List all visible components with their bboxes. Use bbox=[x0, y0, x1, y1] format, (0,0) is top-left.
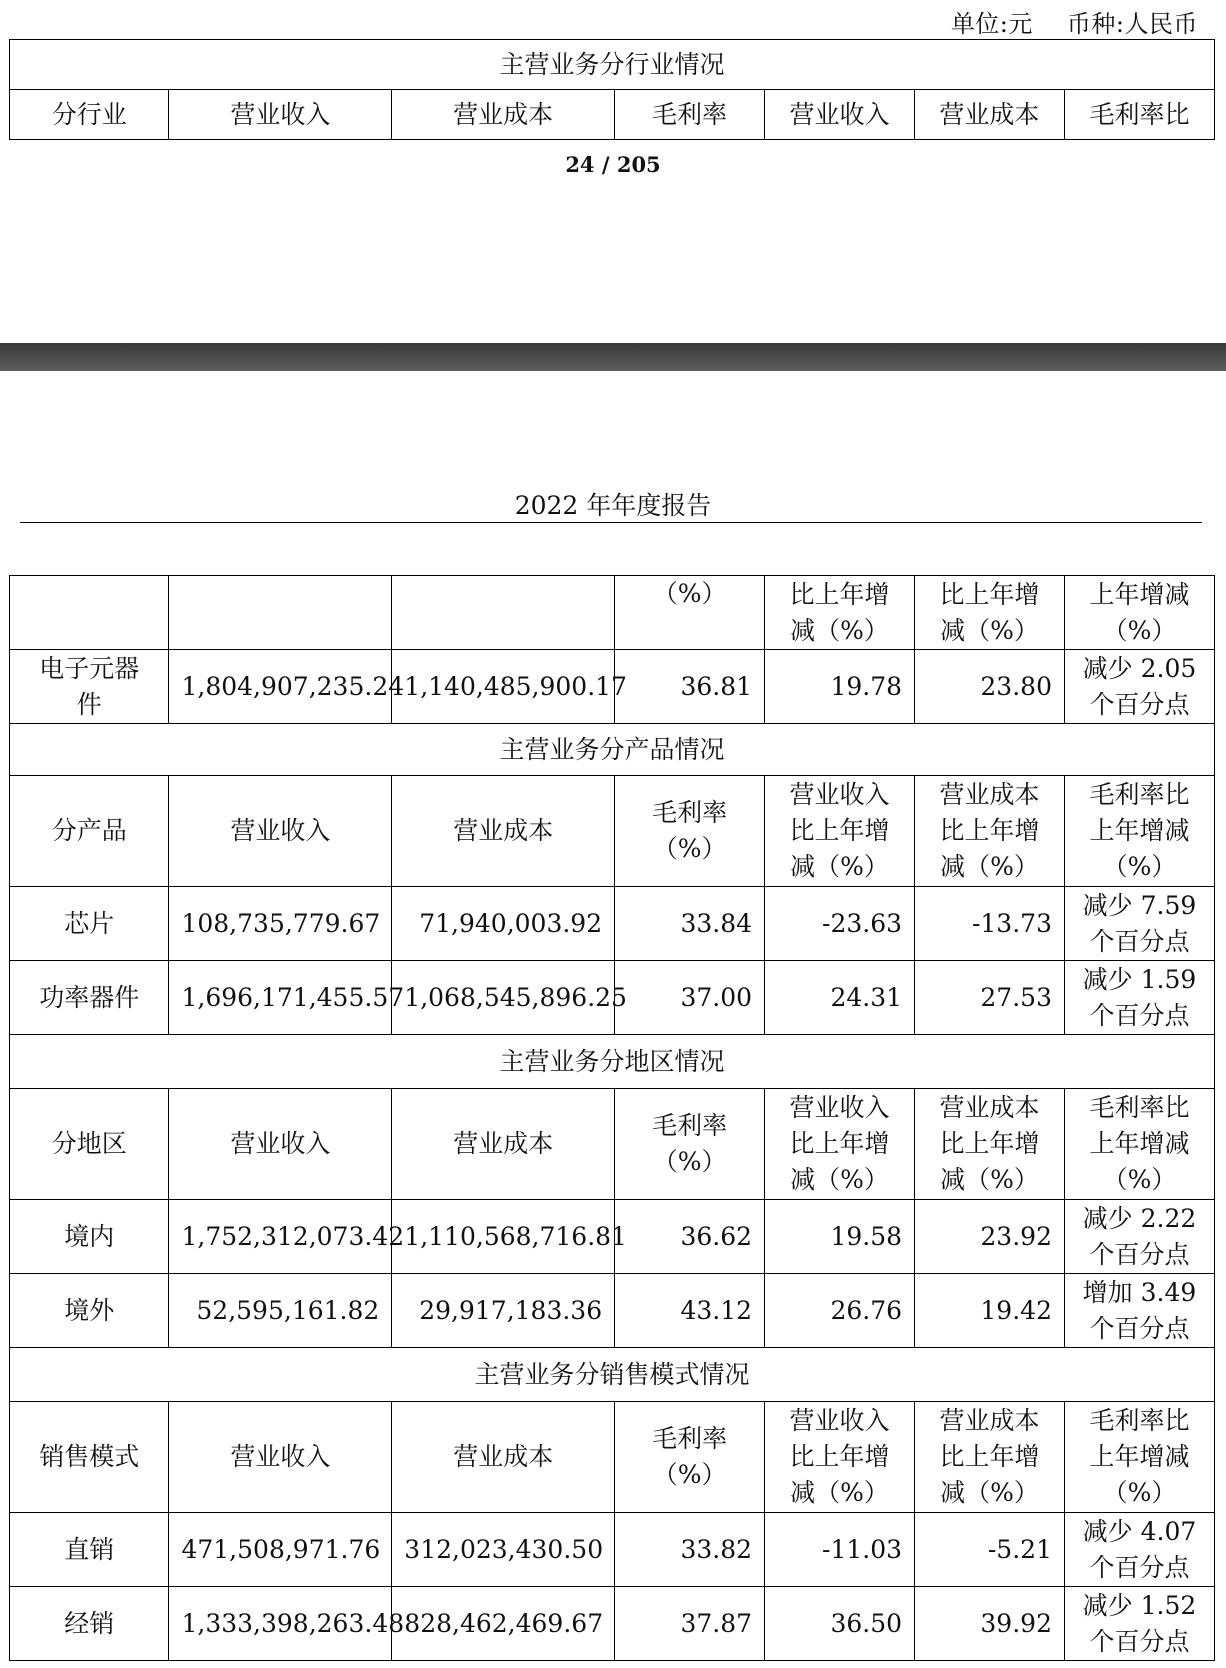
header-cell: 营业收入 比上年增 减（%） bbox=[765, 1402, 915, 1513]
header-cell: 比上年增 减（%） bbox=[765, 576, 915, 650]
unit-note bbox=[951, 4, 1198, 39]
margin-cell: 33.82 bbox=[615, 1513, 765, 1587]
cost-change-cell: -5.21 bbox=[915, 1513, 1065, 1587]
cost-cell: 71,940,003.92 bbox=[392, 887, 615, 961]
header-cell: 毛利率比 上年增减 （%） bbox=[1064, 776, 1214, 887]
table-row bbox=[10, 887, 1215, 961]
header-cell: 销售模式 bbox=[10, 1402, 169, 1513]
revenue-cell: 1,804,907,235.24 bbox=[169, 650, 392, 724]
cost-cell: 312,023,430.50 bbox=[392, 1513, 615, 1587]
margin-change-cell: 增加 3.49 个百分点 bbox=[1064, 1274, 1214, 1348]
header-cell: 比上年增 减（%） bbox=[915, 576, 1065, 650]
revenue-cell: 1,752,312,073.42 bbox=[169, 1200, 392, 1274]
header-cell: 营业成本 bbox=[392, 90, 615, 140]
sales-section-title: 主营业务分销售模式情况 bbox=[10, 1348, 1215, 1402]
page-number: 24 / 205 bbox=[565, 152, 661, 177]
cost-cell: 29,917,183.36 bbox=[392, 1274, 615, 1348]
revenue-cell: 108,735,779.67 bbox=[169, 887, 392, 961]
table-row bbox=[10, 1587, 1215, 1661]
revenue-cell: 1,696,171,455.57 bbox=[169, 961, 392, 1035]
table-row bbox=[10, 1200, 1215, 1274]
revenue-change-cell: -11.03 bbox=[765, 1513, 915, 1587]
header-cell: 营业成本 比上年增 减（%） bbox=[915, 1089, 1065, 1200]
margin-change-cell: 减少 1.59 个百分点 bbox=[1064, 961, 1214, 1035]
margin-cell: 33.84 bbox=[615, 887, 765, 961]
report-title-rule bbox=[20, 522, 1202, 523]
header-cell: 营业成本 比上年增 减（%） bbox=[915, 776, 1065, 887]
header-cell: 毛利率比 上年增减 （%） bbox=[1064, 1089, 1214, 1200]
unit-label: 单位:元 bbox=[950, 10, 1033, 38]
header-cell: 毛利率 （%） bbox=[615, 1089, 765, 1200]
cost-change-cell: 27.53 bbox=[915, 961, 1065, 1035]
header-cell: 营业收入 比上年增 减（%） bbox=[765, 1089, 915, 1200]
revenue-change-cell: 26.76 bbox=[765, 1274, 915, 1348]
cost-cell: 828,462,469.67 bbox=[392, 1587, 615, 1661]
margin-cell: 43.12 bbox=[615, 1274, 765, 1348]
table-row bbox=[10, 650, 1215, 724]
header-cell: 营业成本 bbox=[392, 1089, 615, 1200]
revenue-change-cell: 36.50 bbox=[765, 1587, 915, 1661]
revenue-cell: 52,595,161.82 bbox=[169, 1274, 392, 1348]
currency-label: 币种:人民币 bbox=[1066, 10, 1198, 38]
cost-change-cell: 19.42 bbox=[915, 1274, 1065, 1348]
margin-change-cell: 减少 1.52 个百分点 bbox=[1064, 1587, 1214, 1661]
table-row bbox=[10, 1274, 1215, 1348]
category-cell: 电子元器 件 bbox=[10, 650, 169, 724]
report-title: 2022 年年度报告 bbox=[514, 491, 712, 520]
category-cell: 境外 bbox=[10, 1274, 169, 1348]
cost-change-cell: 39.92 bbox=[915, 1587, 1065, 1661]
header-cell: 毛利率比 上年增减 （%） bbox=[1064, 1402, 1214, 1513]
industry-header-cont-row bbox=[10, 576, 1215, 650]
header-cell: 营业成本 比上年增 减（%） bbox=[915, 1402, 1065, 1513]
header-cell: 营业收入 bbox=[169, 90, 392, 140]
header-cell: 营业收入 比上年增 减（%） bbox=[765, 776, 915, 887]
product-section-title: 主营业务分产品情况 bbox=[10, 724, 1215, 776]
header-cell: 营业收入 bbox=[169, 1089, 392, 1200]
revenue-cell: 1,333,398,263.48 bbox=[169, 1587, 392, 1661]
category-cell: 芯片 bbox=[10, 887, 169, 961]
cost-change-cell: -13.73 bbox=[915, 887, 1065, 961]
region-header-row bbox=[10, 1089, 1215, 1200]
header-cell: 营业收入 bbox=[169, 776, 392, 887]
revenue-change-cell: 19.78 bbox=[765, 650, 915, 724]
header-cell bbox=[10, 576, 169, 650]
industry-table-header-part bbox=[9, 39, 1215, 140]
cost-change-cell: 23.92 bbox=[915, 1200, 1065, 1274]
product-header-row bbox=[10, 776, 1215, 887]
category-cell: 功率器件 bbox=[10, 961, 169, 1035]
header-cell: 分地区 bbox=[10, 1089, 169, 1200]
industry-header-row bbox=[10, 90, 1215, 140]
margin-change-cell: 减少 2.05 个百分点 bbox=[1064, 650, 1214, 724]
header-cell: 分行业 bbox=[10, 90, 169, 140]
margin-cell: 37.87 bbox=[615, 1587, 765, 1661]
margin-cell: 36.62 bbox=[615, 1200, 765, 1274]
header-cell: （%） bbox=[615, 576, 765, 650]
header-cell: 毛利率 （%） bbox=[615, 776, 765, 887]
header-cell: 上年增减 （%） bbox=[1064, 576, 1214, 650]
cost-change-cell: 23.80 bbox=[915, 650, 1065, 724]
header-cell: 毛利率比 bbox=[1064, 90, 1214, 140]
header-cell: 毛利率 bbox=[615, 90, 765, 140]
margin-cell: 37.00 bbox=[615, 961, 765, 1035]
revenue-table bbox=[9, 575, 1215, 1661]
table-row bbox=[10, 961, 1215, 1035]
margin-change-cell: 减少 2.22 个百分点 bbox=[1064, 1200, 1214, 1274]
cost-cell: 1,110,568,716.81 bbox=[392, 1200, 615, 1274]
margin-change-cell: 减少 4.07 个百分点 bbox=[1064, 1513, 1214, 1587]
sales-header-row bbox=[10, 1402, 1215, 1513]
header-cell: 毛利率 （%） bbox=[615, 1402, 765, 1513]
table-row bbox=[10, 1513, 1215, 1587]
header-cell: 营业成本 bbox=[914, 90, 1064, 140]
header-cell: 分产品 bbox=[10, 776, 169, 887]
margin-cell: 36.81 bbox=[615, 650, 765, 724]
header-cell bbox=[169, 576, 392, 650]
category-cell: 经销 bbox=[10, 1587, 169, 1661]
revenue-change-cell: 24.31 bbox=[765, 961, 915, 1035]
revenue-change-cell: 19.58 bbox=[765, 1200, 915, 1274]
margin-change-cell: 减少 7.59 个百分点 bbox=[1064, 887, 1214, 961]
cost-cell: 1,068,545,896.25 bbox=[392, 961, 615, 1035]
cost-cell: 1,140,485,900.17 bbox=[392, 650, 615, 724]
category-cell: 境内 bbox=[10, 1200, 169, 1274]
header-cell: 营业成本 bbox=[392, 1402, 615, 1513]
region-section-title: 主营业务分地区情况 bbox=[10, 1035, 1215, 1089]
header-cell: 营业收入 bbox=[765, 90, 915, 140]
header-cell: 营业成本 bbox=[392, 776, 615, 887]
page-separator bbox=[0, 343, 1226, 371]
header-cell: 营业收入 bbox=[169, 1402, 392, 1513]
industry-section-title: 主营业务分行业情况 bbox=[10, 40, 1215, 90]
revenue-cell: 471,508,971.76 bbox=[169, 1513, 392, 1587]
header-cell bbox=[392, 576, 615, 650]
category-cell: 直销 bbox=[10, 1513, 169, 1587]
revenue-change-cell: -23.63 bbox=[765, 887, 915, 961]
